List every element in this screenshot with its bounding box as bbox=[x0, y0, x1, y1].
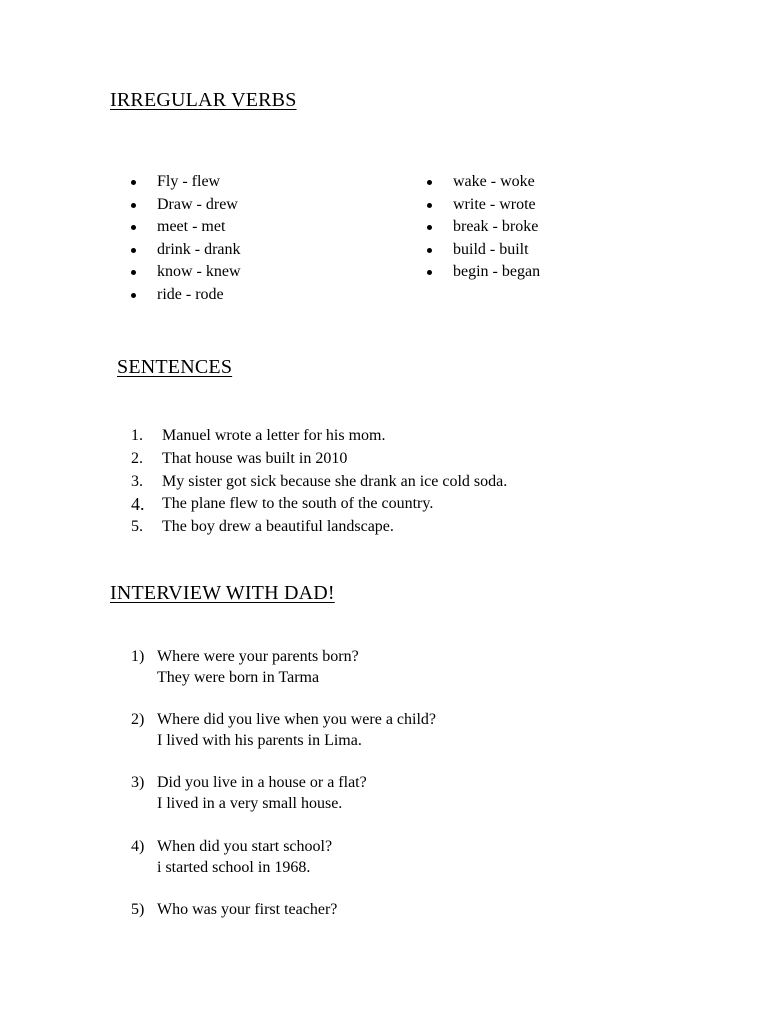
verb-text: begin - began bbox=[453, 263, 541, 281]
verb-item bbox=[427, 216, 540, 239]
question-number: 1) bbox=[131, 648, 145, 665]
verb-text: ride - rode bbox=[157, 285, 224, 303]
answer-text: They were born in Tarma bbox=[157, 669, 320, 686]
sentence-item bbox=[131, 448, 507, 471]
interview-item bbox=[131, 709, 436, 772]
sentence-text: My sister got sick because she drank an ice cold soda. bbox=[162, 472, 508, 490]
interview-item bbox=[131, 899, 436, 962]
sentence-number: 2. bbox=[131, 449, 143, 467]
bullet-icon bbox=[427, 203, 432, 208]
verb-item bbox=[131, 261, 241, 284]
bullet-icon bbox=[427, 180, 432, 185]
verb-item bbox=[131, 216, 241, 239]
interview-item bbox=[131, 646, 436, 709]
verb-item bbox=[131, 171, 241, 194]
verb-item bbox=[131, 239, 241, 262]
verb-item bbox=[427, 171, 540, 194]
bullet-icon bbox=[131, 203, 136, 208]
sentence-number: 5. bbox=[131, 518, 143, 536]
question-number: 4) bbox=[131, 837, 145, 855]
sentence-number: 4. bbox=[131, 494, 145, 515]
answer-text: I lived with his parents in Lima. bbox=[157, 732, 362, 750]
question-text: Did you live in a house or a flat? bbox=[157, 774, 367, 792]
sentence-item bbox=[131, 425, 507, 448]
interview-item bbox=[131, 836, 436, 899]
verb-text: Fly - flew bbox=[157, 173, 221, 190]
question-number: 2) bbox=[131, 711, 145, 729]
verb-item bbox=[131, 284, 241, 307]
question-text: Where were your parents born? bbox=[157, 648, 359, 665]
sentences-heading: SENTENCES bbox=[117, 356, 233, 378]
interview-list bbox=[131, 646, 436, 962]
verb-text: know - knew bbox=[157, 263, 241, 281]
question-text: Where did you live when you were a child? bbox=[157, 711, 437, 729]
answer-text: i started school in 1968. bbox=[157, 858, 311, 876]
sentences-list bbox=[131, 425, 507, 539]
bullet-icon bbox=[427, 270, 432, 275]
bullet-icon bbox=[131, 270, 136, 275]
verb-item bbox=[131, 194, 241, 217]
sentence-item bbox=[131, 471, 507, 494]
bullet-icon bbox=[131, 180, 136, 185]
verb-text: meet - met bbox=[157, 218, 226, 236]
sentence-text: The boy drew a beautiful landscape. bbox=[162, 518, 394, 536]
verb-text: wake - woke bbox=[453, 173, 535, 190]
verb-item bbox=[427, 194, 540, 217]
question-number: 5) bbox=[131, 900, 145, 918]
verb-text: write - wrote bbox=[453, 195, 536, 213]
bullet-icon bbox=[427, 225, 432, 230]
irregular-verbs-heading: IRREGULAR VERBS bbox=[110, 89, 297, 111]
bullet-icon bbox=[131, 248, 136, 253]
interview-heading: INTERVIEW WITH DAD! bbox=[110, 582, 335, 604]
bullet-icon bbox=[131, 293, 136, 298]
bullet-icon bbox=[427, 248, 432, 253]
sentence-text: The plane flew to the south of the country. bbox=[162, 495, 434, 513]
verb-item bbox=[427, 239, 540, 262]
verb-text: break - broke bbox=[453, 218, 539, 236]
sentence-number: 3. bbox=[131, 472, 143, 490]
sentence-text: Manuel wrote a letter for his mom. bbox=[162, 427, 386, 444]
verb-text: Draw - drew bbox=[157, 195, 238, 213]
verb-item bbox=[427, 261, 540, 284]
sentence-item bbox=[131, 516, 507, 539]
verbs-left-column bbox=[131, 171, 241, 307]
bullet-icon bbox=[131, 225, 136, 230]
question-text: When did you start school? bbox=[157, 837, 333, 855]
verbs-right-column bbox=[427, 171, 540, 284]
verb-text: build - built bbox=[453, 240, 529, 258]
question-number: 3) bbox=[131, 774, 145, 792]
sentence-number: 1. bbox=[131, 427, 143, 444]
verb-text: drink - drank bbox=[157, 240, 241, 258]
sentence-item bbox=[131, 493, 507, 516]
answer-text: I lived in a very small house. bbox=[157, 795, 343, 813]
question-text: Who was your first teacher? bbox=[157, 900, 338, 918]
interview-item bbox=[131, 772, 436, 835]
sentence-text: That house was built in 2010 bbox=[162, 449, 348, 467]
